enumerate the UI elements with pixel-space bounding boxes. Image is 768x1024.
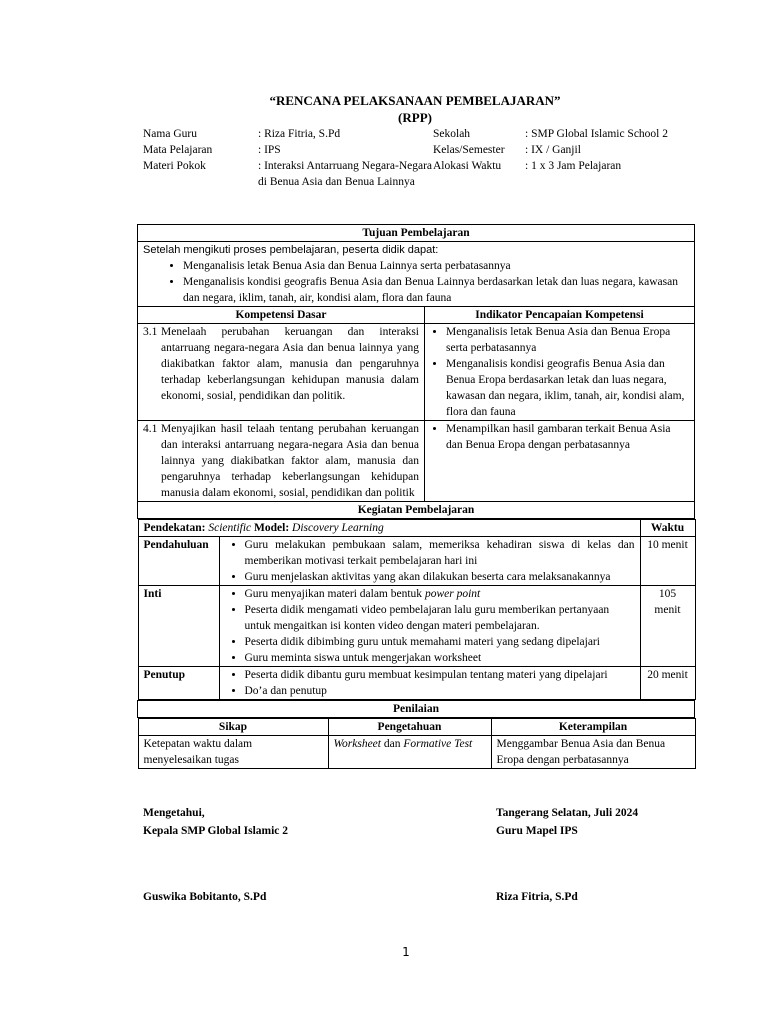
- header-row-2: [143, 142, 703, 158]
- pengetahuan-em2: Formative Test: [403, 738, 473, 750]
- materi-value: : Interaksi Antarruang Negara-Negara di Benua Asia dan Benua Lainnya: [258, 160, 433, 188]
- ipk-cell-1: [425, 324, 695, 421]
- nama-guru-value: : Riza Fitria, S.Pd: [258, 128, 341, 140]
- kd-cell-1: [138, 324, 425, 421]
- tujuan-intro: Setelah mengikuti proses pembelajaran, peserta didik dapat:: [143, 244, 439, 256]
- tujuan-heading: Tujuan Pembelajaran: [138, 225, 695, 242]
- activity-item: • Guru menjelaskan aktivitas yang akan dilakukan beserta cara melaksanakannya: [245, 569, 635, 585]
- kegiatan-heading: Kegiatan Pembelajaran: [138, 502, 695, 519]
- kd-cell-2: [138, 421, 425, 502]
- penutup-list: [225, 667, 635, 699]
- subtitle-text: (RPP): [398, 110, 432, 125]
- pengetahuan-mid: dan: [380, 738, 404, 750]
- sig-right-name: Riza Fitria, S.Pd: [496, 891, 578, 903]
- pendekatan-label: Pendekatan:: [143, 522, 206, 534]
- mapel-label: Mata Pelajaran: [143, 144, 213, 156]
- penutup-waktu: 20 menit: [640, 667, 695, 700]
- header-row-3: [143, 158, 703, 190]
- model-label: Model:: [254, 522, 290, 534]
- activity-item: [245, 586, 635, 602]
- pendahuluan-list: [225, 537, 635, 585]
- ipk-list-1: [430, 324, 689, 420]
- pendekatan-value: Scientific: [208, 522, 252, 534]
- activity-item: • Peserta didik dibantu guru membuat kesimpulan tentang materi yang dipelajari: [245, 667, 635, 683]
- tujuan-item: • Menganalisis letak Benua Asia dan Benua Lainnya serta perbatasannya: [183, 258, 689, 274]
- sig-left-line1: Mengetahui,: [143, 807, 205, 819]
- signature-right: [496, 804, 638, 840]
- header-row-1: [143, 126, 703, 142]
- penilaian-heading: Penilaian: [138, 701, 695, 718]
- activity-item: • Guru melakukan pembukaan salam, memeriksa kehadiran siswa di kelas dan memberikan motivasi terkait pembelajaran hari ini: [245, 537, 635, 569]
- materi-label: Materi Pokok: [143, 160, 206, 172]
- ipk-heading: Indikator Pencapaian Kompetensi: [425, 307, 695, 324]
- sikap-value: Ketepatan waktu dalam menyelesaikan tugas: [138, 736, 328, 769]
- inti-list: [225, 586, 635, 666]
- tujuan-list: [143, 258, 689, 306]
- inti-label: Inti: [138, 586, 219, 667]
- kd-number: 3.1: [143, 326, 158, 338]
- pengetahuan-heading: Pengetahuan: [328, 719, 491, 736]
- kd-text: Menyajikan hasil telaah tentang perubahan keruangan dan interaksi antarruang negara-negara Asia dan benua lainnya yang diakibatkan faktor alam, manusia dan pengaruhnya terhadap keberlangsungan kehidupan manusia dalam ekonomi, sosial, pendidikan dan politik: [161, 423, 419, 499]
- activity-item: • Peserta didik mengamati video pembelajaran lalu guru memberikan pertanyaan untuk mengaitkan isi konten video dengan materi pembelajaran.: [245, 602, 635, 634]
- ipk-list-2: [430, 421, 689, 453]
- inti-item1-em: power point: [424, 588, 481, 600]
- pendekatan-row: [138, 520, 640, 537]
- identity-header: [143, 126, 703, 190]
- ipk-item: • Menampilkan hasil gambaran terkait Benua Asia dan Benua Eropa dengan perbatasannya: [446, 421, 689, 453]
- alokasi-label: Alokasi Waktu: [433, 160, 502, 172]
- pengetahuan-value: [328, 736, 491, 769]
- pendahuluan-label: Pendahuluan: [138, 537, 219, 586]
- sikap-heading: Sikap: [138, 719, 328, 736]
- activity-item: • Peserta didik dibimbing guru untuk memahami materi yang sedang dipelajari: [245, 634, 635, 650]
- inti-item1-text: Guru menyajikan materi dalam bentuk: [244, 588, 425, 600]
- sekolah-value: : SMP Global Islamic School 2: [525, 128, 669, 140]
- penilaian-table: [138, 718, 696, 769]
- keterampilan-value: Menggambar Benua Asia dan Benua Eropa dengan perbatasannya: [491, 736, 695, 769]
- kegiatan-wrapper: [138, 519, 695, 701]
- kd-heading: Kompetensi Dasar: [138, 307, 425, 324]
- penutup-cell: [219, 667, 640, 700]
- kd-number: 4.1: [143, 423, 158, 435]
- penutup-label: Penutup: [138, 667, 219, 700]
- kelas-label: Kelas/Semester: [433, 144, 505, 156]
- kd-text: Menelaah perubahan keruangan dan interaksi antarruang negara-negara Asia dan benua lainnya yang diakibatkan faktor alam, manusia dan pengaruhnya terhadap keberlangsungan kehidupan manusia dalam ekonomi, sosial, pendidikan dan politik.: [161, 326, 419, 402]
- sig-right-line1: Tangerang Selatan, Juli 2024: [496, 807, 639, 819]
- kd-item-4-1: [143, 421, 419, 501]
- inti-waktu: 105 menit: [640, 586, 695, 667]
- nama-guru-label: Nama Guru: [143, 128, 197, 140]
- title-text: “RENCANA PELAKSANAAN PEMBELAJARAN”: [269, 93, 561, 108]
- rpp-table: [137, 224, 695, 769]
- activity-item: • Guru meminta siswa untuk mengerjakan worksheet: [245, 650, 635, 666]
- kelas-value: : IX / Ganjil: [525, 144, 581, 156]
- keterampilan-heading: Keterampilan: [491, 719, 695, 736]
- sig-left-line2: Kepala SMP Global Islamic 2: [143, 825, 289, 837]
- ipk-item: • Menganalisis letak Benua Asia dan Benua Eropa serta perbatasannya: [446, 324, 689, 356]
- signature-left: [143, 804, 288, 840]
- document-title: [0, 92, 768, 126]
- tujuan-item: • Menganalisis kondisi geografis Benua Asia dan Benua Lainnya berdasarkan letak dan luas negara, kawasan dan negara, iklim, tanah, air, kondisi alam, flora dan fauna: [183, 274, 689, 306]
- sig-left-name: Guswika Bobitanto, S.Pd: [143, 891, 267, 903]
- pendahuluan-cell: [219, 537, 640, 586]
- model-value: Discovery Learning: [292, 522, 384, 534]
- ipk-cell-2: [425, 421, 695, 502]
- sekolah-label: Sekolah: [433, 128, 471, 140]
- ipk-item: • Menganalisis kondisi geografis Benua Asia dan Benua Eropa berdasarkan letak dan luas negara, kawasan dan negara, iklim, tanah, air, kondisi alam, flora dan fauna: [446, 356, 689, 420]
- mapel-value: : IPS: [258, 144, 281, 156]
- page-number: 1: [402, 945, 410, 959]
- inti-cell: [219, 586, 640, 667]
- tujuan-cell: [138, 242, 695, 307]
- alokasi-value: : 1 x 3 Jam Pelajaran: [525, 160, 622, 172]
- sig-right-line2: Guru Mapel IPS: [496, 825, 578, 837]
- pendahuluan-waktu: 10 menit: [640, 537, 695, 586]
- penilaian-wrapper: [138, 718, 695, 770]
- activity-item: • Do’a dan penutup: [245, 683, 635, 699]
- waktu-heading: Waktu: [640, 520, 695, 537]
- kegiatan-table: [138, 519, 696, 700]
- kd-item-3-1: [143, 324, 419, 404]
- pengetahuan-em1: Worksheet: [333, 738, 381, 750]
